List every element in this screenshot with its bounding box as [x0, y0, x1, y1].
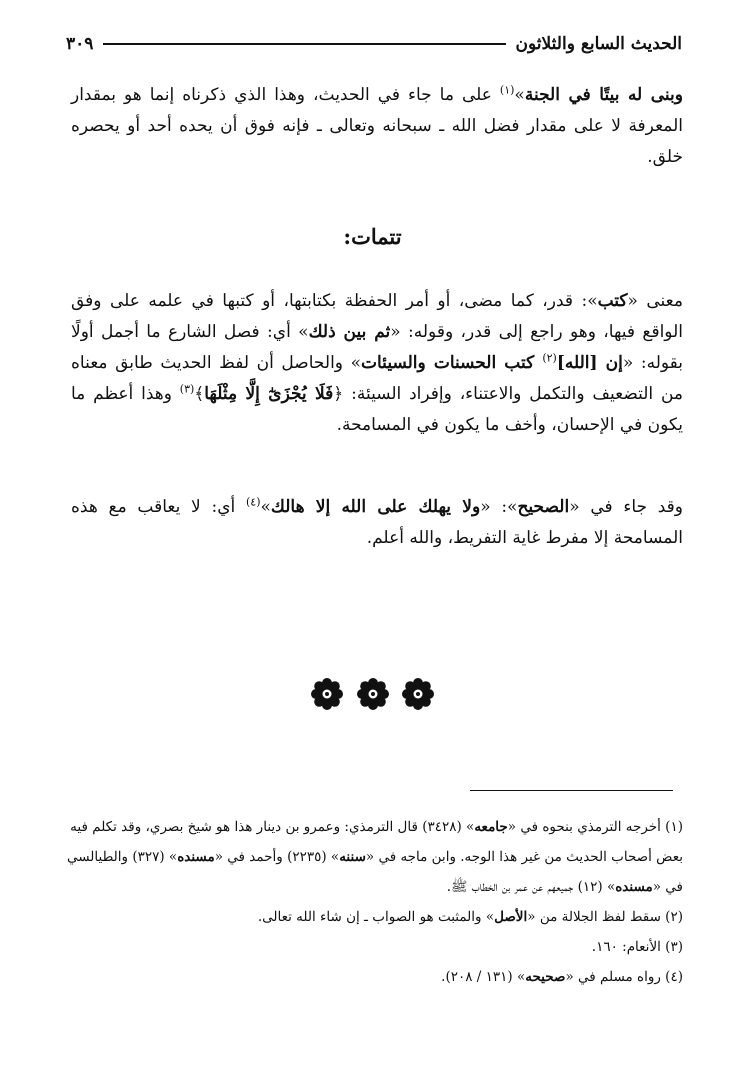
footnote-ref-1: (١)	[499, 83, 515, 97]
footnote-3: (٣) الأنعام: ١٦٠.	[591, 939, 683, 955]
flower-ornament-icon	[356, 677, 390, 711]
paragraph-1: وبنى له بيتًا في الجنة»$^{(١)}$ على ما جاء في الحديث، وهذا الذي ذكرناه إنما هو بمقدار المعرفة لا على مقدار فضل الله ـ سبحانه وتعالى ـ فإنه فوق أن يحده أحد أو يحصره خلق.	[71, 83, 683, 167]
header-rule	[103, 43, 505, 45]
flower-ornament-icon	[310, 677, 344, 711]
bold-phrase: وبنى له بيتًا في الجنة	[524, 85, 683, 105]
footnote-separator	[470, 790, 673, 791]
section-divider-ornaments	[0, 677, 745, 715]
footnote-1: (١) أخرجه الترمذي بنحوه في «جامعه» (٣٤٢٨) قال الترمذي: وعمرو بن دينار هذا هو شيخ بصري، وقد تكلم فيه بعض أصحاب الحديث من غير هذا الوجه. وابن ماجه في «سننه» (٢٢٣٥) وأحمد في «مسنده» (٣٢٧) والطيالسي في «مسنده» (١٢) جميعهم عن عمر بن الخطاب ﷺ.	[66, 819, 683, 895]
quran-verse: فَلَا يُجْزَىٰٓ إِلَّا مِثْلَهَا	[204, 384, 334, 404]
running-header	[66, 28, 682, 60]
footnote-4: (٤) رواه مسلم في «صحيحه» (١٣١ / ٢٠٨).	[441, 969, 683, 985]
footnotes	[63, 812, 683, 992]
chapter-title: الحديث السابع والثلاثون	[515, 34, 682, 54]
paragraph-3: وقد جاء في «الصحيح»: «ولا يهلك على الله إلا هالك»$^{(٤)}$ أي: لا يعاقب مع هذه المسامحة إلا مفرط غاية التفريط، والله أعلم.	[71, 495, 684, 548]
paragraph-2: معنى «كتب»: قدر، كما مضى، أو أمر الحفظة بكتابتها، أو كتبها في علمه على وفق الواقع فيها، وهو راجع إلى قدر، وقوله: «ثم بين ذلك» أي: فصل الشارع ما أجمل أولًا بقوله: «إن [الله]$^{(٢)}$ كتب الحسنات والسيئات» والحاصل أن لفظ الحديث طابق معناه من التضعيف والتكمل والاعتناء، وإفراد السيئة: ﴿فَلَا يُجْزَىٰٓ إِلَّا مِثْلَهَا﴾$^{(٣)}$ وهذا أعظم ما يكون في الإحسان، وأخف ما يكون في المسامحة.	[71, 291, 683, 435]
footnote-2: (٢) سقط لفظ الجلالة من «الأصل» والمثبت هو الصواب ـ إن شاء الله تعالى.	[257, 909, 683, 925]
footnote-ref-3: (٣)	[179, 382, 195, 396]
footnote-ref-2: (٢)	[542, 351, 557, 365]
flower-ornament-icon	[401, 677, 435, 711]
page-number: ٣٠٩	[66, 34, 94, 54]
section-heading: تتمات:	[343, 224, 402, 249]
footnote-ref-4: (٤)	[245, 495, 261, 509]
